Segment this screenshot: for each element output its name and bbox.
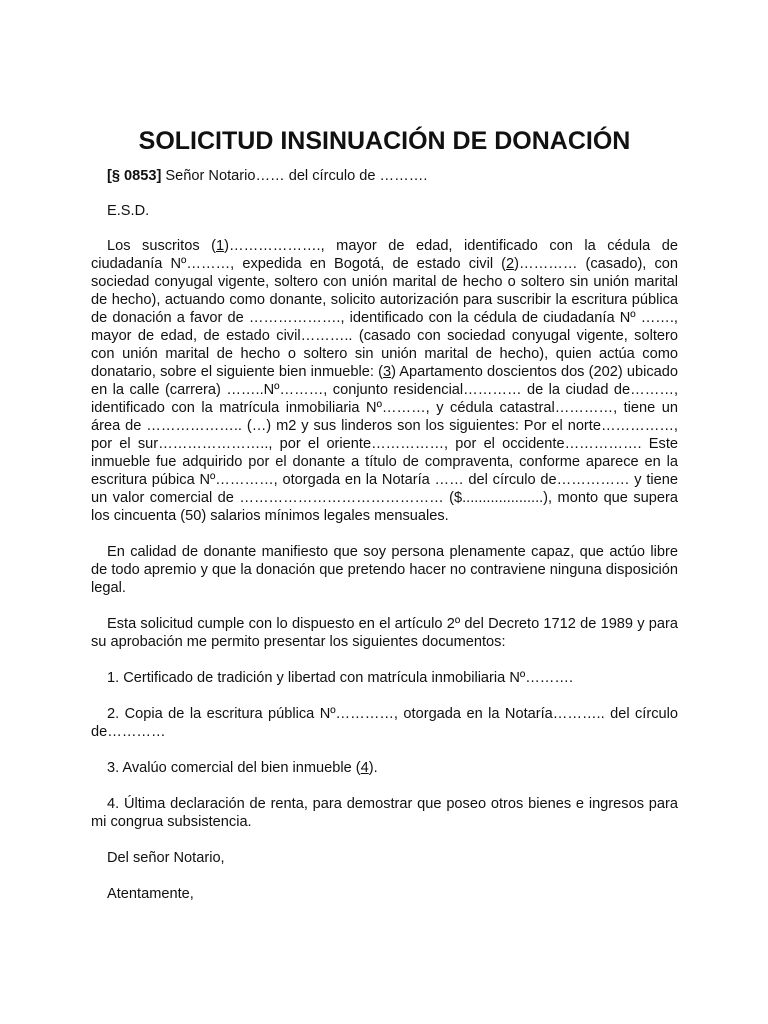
esd-line: E.S.D. (107, 203, 150, 219)
footnote-ref-4: 4 (360, 760, 369, 776)
section-code: [§ 0853] (107, 168, 162, 184)
list-item-4: 4. Última declaración de renta, para demostrar que poseo otros bienes e ingresos para mi congrua subsistencia. (91, 796, 678, 830)
footnote-ref-3: 3 (382, 364, 392, 380)
header-addressee: Señor Notario…… del círculo de ………. (161, 168, 428, 184)
closing-salutation: Del señor Notario, (107, 850, 225, 866)
footnote-ref-2: 2 (506, 256, 515, 272)
list-item-2: 2. Copia de la escritura pública Nº…………, otorgada en la Notaría……….. del círculo de………… (91, 706, 678, 740)
header-line (91, 167, 678, 185)
paragraph-capacity: En calidad de donante manifiesto que soy persona plenamente capaz, que actúo libre de todo apremio y que la donación que pretendo hacer no contraviene ninguna disposición legal. (91, 544, 678, 596)
footnote-ref-1: 1 (216, 238, 225, 254)
list-item-1: 1. Certificado de tradición y libertad con matrícula inmobiliaria Nº………. (107, 670, 574, 686)
paragraph-legal-basis: Esta solicitud cumple con lo dispuesto en el artículo 2º del Decreto 1712 de 1989 y para su aprobación me permito presentar los siguientes documentos: (91, 616, 678, 650)
closing-signoff: Atentamente, (107, 886, 194, 902)
list-item-3: 3. Avalúo comercial del bien inmueble (4). (107, 760, 378, 776)
paragraph-main: Los suscritos (1)………………., mayor de edad, identificado con la cédula de ciudadanía Nº………, expedida en Bogotá, de estado civil (2)………… (casado), con sociedad conyugal vigente, soltero con unión marital de hecho o soltero sin unión marital de hecho), actuando como donante, solicito autorización para suscribir la escritura pública de donación a favor de ………………., identificado con la cédula de ciudadanía Nº ……., mayor de edad, de estado civil……….. (casado con sociedad conyugal vigente, soltero con unión marital de hecho o soltero sin unión marital de hecho), quien actúa como donatario, sobre el siguiente bien inmueble: (3) Apartamento doscientos dos (202) ubicado en la calle (carrera) ……..Nº………, conjunto residencial………… de la ciudad de………, identificado con la matrícula inmobiliaria Nº………, y cédula catastral…………, tiene un área de ……………….. (…) m2 y sus linderos son los siguientes: Por el norte……………, por el sur………………….., por el oriente……………, por el occidente……………. Este inmueble fue adquirido por el donante a título de compraventa, conforme aparece en la escritura púbica Nº…………, otorgada en la Notaría …… del círculo de…………… y tiene un valor comercial de …………………………………… ($....................), monto que supera los cincuenta (50) salarios mínimos legales mensuales. (91, 238, 679, 524)
document-title: SOLICITUD INSINUACIÓN DE DONACIÓN (138, 127, 631, 155)
